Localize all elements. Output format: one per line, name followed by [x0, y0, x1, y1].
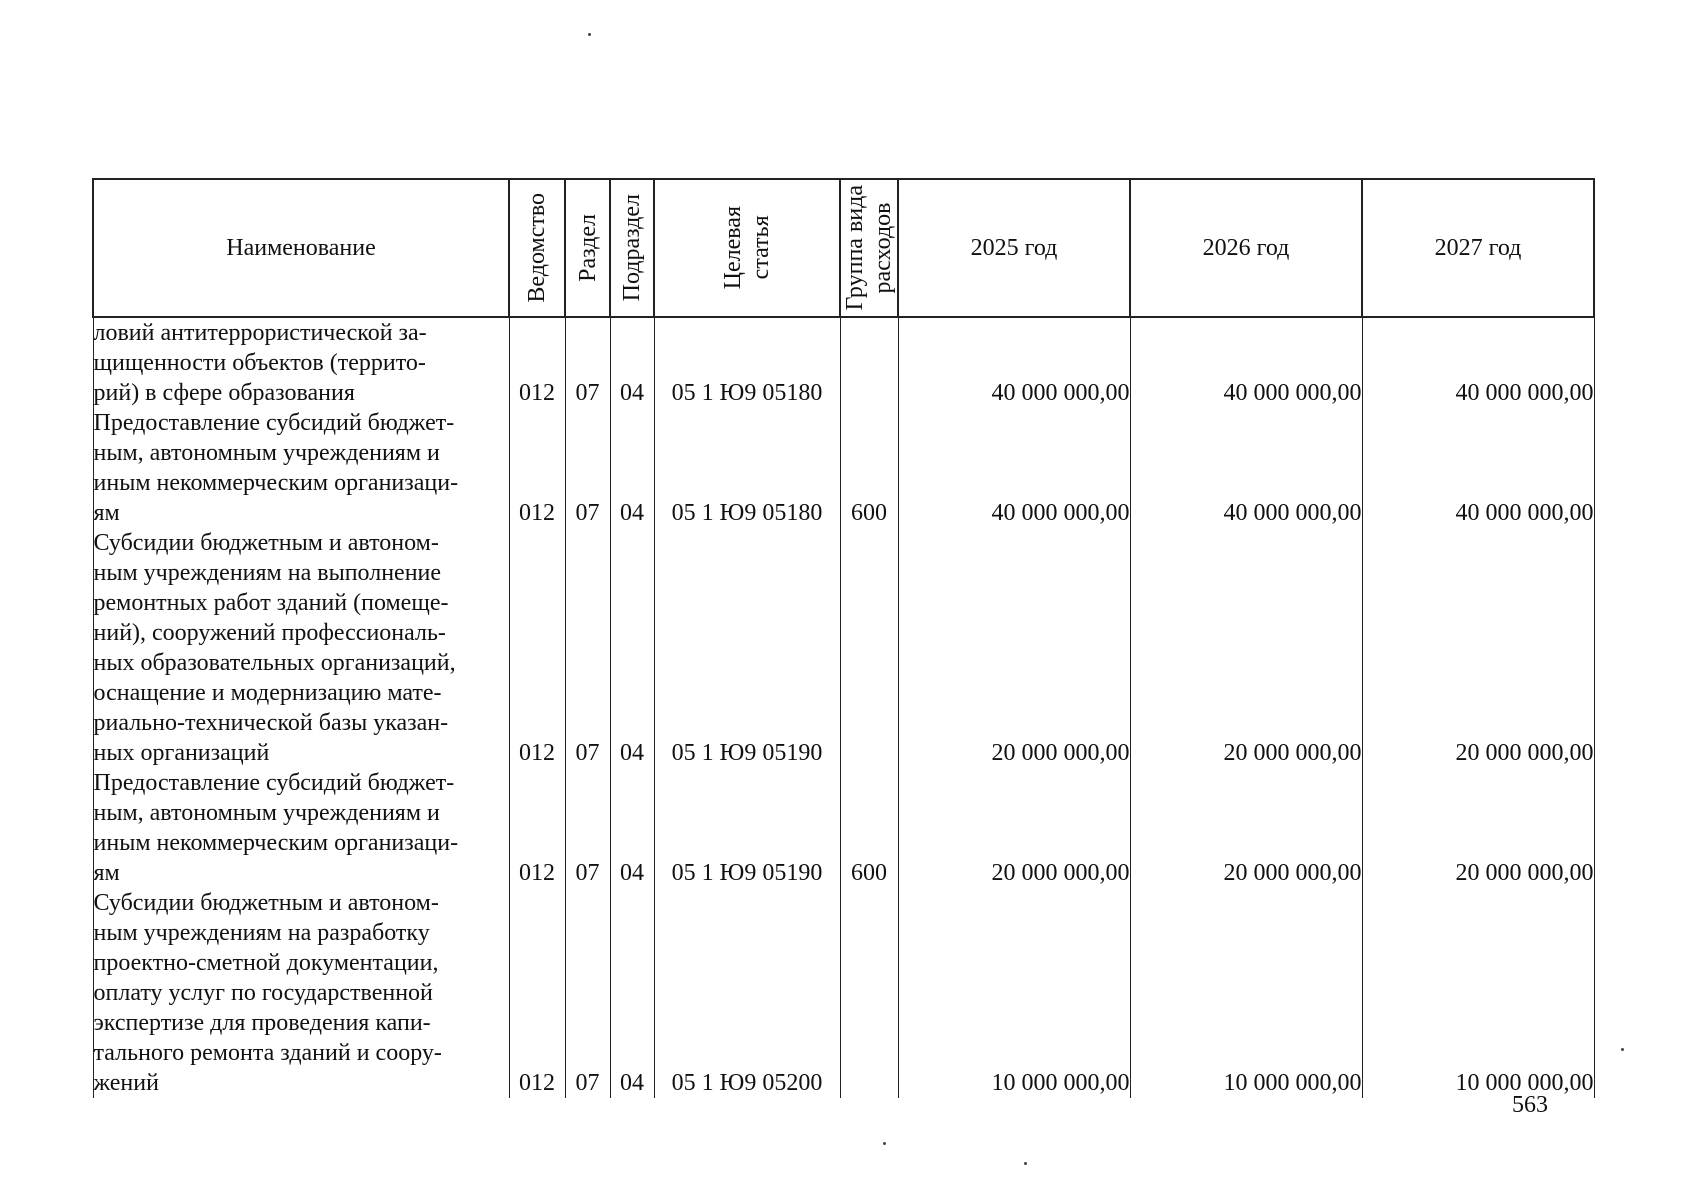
row-name-line: рий) в сфере образования [93, 380, 355, 406]
table-row [93, 317, 1594, 408]
table-header-row [93, 179, 1594, 317]
row-name-line: жений [93, 1070, 159, 1096]
row-name-line: Предоставление субсидий бюджет- [93, 410, 455, 436]
cell-y2027: 20 000 000,00 [1362, 768, 1594, 888]
cell-y2025: 40 000 000,00 [898, 317, 1130, 408]
cell-vedomstvo: 012 [509, 528, 565, 768]
cell-razdel: 07 [565, 888, 610, 1098]
cell-group [840, 528, 898, 768]
cell-podrazdel: 04 [610, 768, 654, 888]
table-row [93, 528, 1594, 768]
row-name-line: ным, автономным учреждениям и [93, 440, 440, 466]
cell-y2027: 40 000 000,00 [1362, 317, 1594, 408]
cell-y2025: 40 000 000,00 [898, 408, 1130, 528]
row-name-line: Субсидии бюджетным и автоном- [93, 890, 439, 916]
cell-target: 05 1 Ю9 05190 [654, 768, 840, 888]
cell-target: 05 1 Ю9 05180 [654, 317, 840, 408]
table-row [93, 768, 1594, 888]
row-name-line: ний), сооружений профессиональ- [93, 620, 446, 646]
header-name: Наименование [93, 179, 509, 317]
cell-vedomstvo: 012 [509, 888, 565, 1098]
row-name [93, 408, 509, 528]
table-row [93, 408, 1594, 528]
budget-table [92, 178, 1595, 1098]
row-name-line: ям [93, 860, 120, 886]
cell-y2026: 10 000 000,00 [1130, 888, 1362, 1098]
cell-y2025: 10 000 000,00 [898, 888, 1130, 1098]
cell-target: 05 1 Ю9 05180 [654, 408, 840, 528]
cell-y2026: 20 000 000,00 [1130, 768, 1362, 888]
row-name-line: ловий антитеррористической за- [93, 320, 427, 346]
row-name [93, 768, 509, 888]
row-name-line: Предоставление субсидий бюджет- [93, 770, 455, 796]
cell-y2027: 40 000 000,00 [1362, 408, 1594, 528]
cell-target: 05 1 Ю9 05200 [654, 888, 840, 1098]
row-name-line: тального ремонта зданий и соору- [93, 1040, 442, 1066]
cell-vedomstvo: 012 [509, 768, 565, 888]
row-name-line: ям [93, 500, 120, 526]
row-name-line: оплату услуг по государственной [93, 980, 433, 1006]
row-name-line: оснащение и модернизацию мате- [93, 680, 442, 706]
header-2026: 2026 год [1130, 179, 1362, 317]
cell-y2026: 40 000 000,00 [1130, 408, 1362, 528]
cell-vedomstvo: 012 [509, 408, 565, 528]
cell-group: 600 [840, 408, 898, 528]
cell-razdel: 07 [565, 528, 610, 768]
cell-y2026: 40 000 000,00 [1130, 317, 1362, 408]
cell-group [840, 317, 898, 408]
cell-y2026: 20 000 000,00 [1130, 528, 1362, 768]
cell-group: 600 [840, 768, 898, 888]
row-name-line: проектно-сметной документации, [93, 950, 439, 976]
row-name-line: ным учреждениям на разработку [93, 920, 430, 946]
cell-y2027: 10 000 000,00 [1362, 888, 1594, 1098]
row-name-line: ных образовательных организаций, [93, 650, 456, 676]
row-name-line: риально-технической базы указан- [93, 710, 449, 736]
scan-speck [883, 1142, 886, 1145]
cell-podrazdel: 04 [610, 888, 654, 1098]
row-name-line: Субсидии бюджетным и автоном- [93, 530, 439, 556]
row-name [93, 317, 509, 408]
scan-speck [1621, 1048, 1624, 1051]
row-name-line: ремонтных работ зданий (помеще- [93, 590, 449, 616]
row-name-line: экспертизе для проведения капи- [93, 1010, 431, 1036]
scan-speck [1024, 1162, 1027, 1165]
cell-podrazdel: 04 [610, 317, 654, 408]
cell-vedomstvo: 012 [509, 317, 565, 408]
header-razdel: Раздел [565, 179, 610, 317]
row-name-line: иным некоммерческим организаци- [93, 470, 459, 496]
header-2025: 2025 год [898, 179, 1130, 317]
cell-razdel: 07 [565, 768, 610, 888]
cell-y2025: 20 000 000,00 [898, 528, 1130, 768]
row-name [93, 528, 509, 768]
cell-podrazdel: 04 [610, 528, 654, 768]
row-name-line: ным, автономным учреждениям и [93, 800, 440, 826]
header-group: Группа вида расходов [840, 179, 898, 317]
header-podrazdel: Подраздел [610, 179, 654, 317]
row-name-line: иным некоммерческим организаци- [93, 830, 459, 856]
cell-podrazdel: 04 [610, 408, 654, 528]
header-vedomstvo: Ведомство [509, 179, 565, 317]
cell-group [840, 888, 898, 1098]
cell-target: 05 1 Ю9 05190 [654, 528, 840, 768]
cell-y2027: 20 000 000,00 [1362, 528, 1594, 768]
table-body [93, 317, 1594, 1098]
table-row [93, 888, 1594, 1098]
cell-razdel: 07 [565, 408, 610, 528]
cell-y2025: 20 000 000,00 [898, 768, 1130, 888]
header-target: Целевая статья [654, 179, 840, 317]
row-name-line: щищенности объектов (террито- [93, 350, 426, 376]
page-number: 563 [1512, 1092, 1548, 1118]
row-name-line: ным учреждениям на выполнение [93, 560, 442, 586]
header-2027: 2027 год [1362, 179, 1594, 317]
row-name-line: ных организаций [93, 740, 270, 766]
row-name [93, 888, 509, 1098]
cell-razdel: 07 [565, 317, 610, 408]
scan-speck [588, 33, 591, 36]
